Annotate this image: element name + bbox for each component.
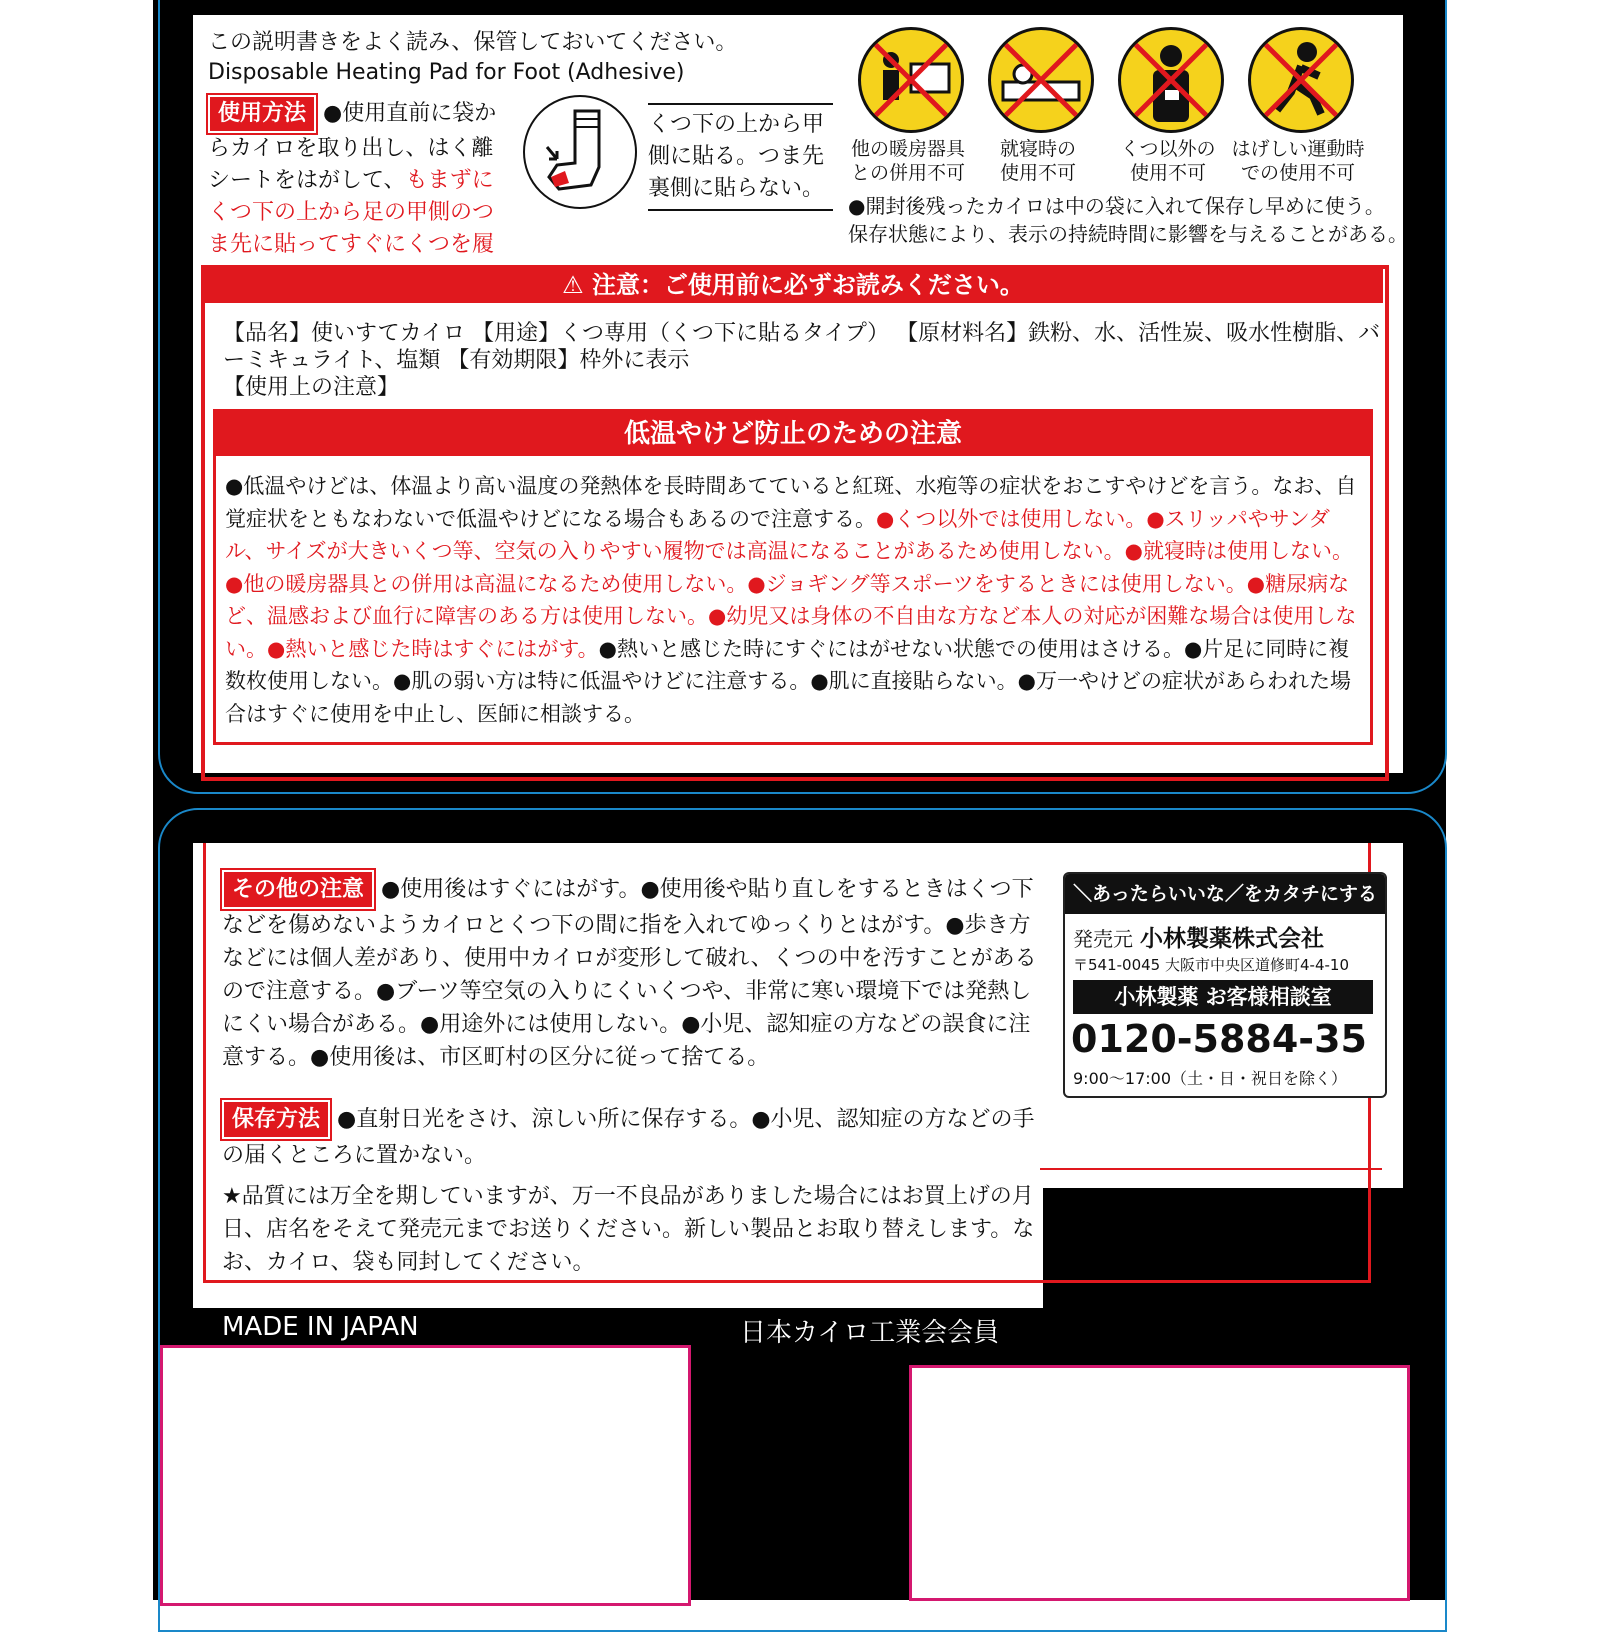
storage-note-1: ●開封後残ったカイロは中の袋に入れて保存し早めに使う。	[848, 194, 1385, 218]
seller-line: 発売元 小林製薬株式会社	[1073, 926, 1324, 952]
lowtemp-header: 低温やけど防止のための注意	[216, 412, 1370, 456]
icon-caption-heater: 他の暖房器具 との併用不可	[850, 138, 965, 184]
usage-block	[208, 95, 508, 293]
slogan: ＼あったらいいな／をカタチにする	[1065, 874, 1385, 914]
running-icon	[1248, 27, 1354, 133]
top-panel	[193, 15, 1408, 773]
icon-caption-running: はげしい運動時 での使用不可	[1231, 138, 1365, 184]
usage-label: 使用方法	[208, 95, 316, 133]
blank-box-left	[160, 1345, 691, 1606]
caution-header: ⚠ 注意：ご使用前に必ずお読みください。	[203, 267, 1383, 303]
contact-box	[1063, 872, 1387, 1098]
storage-method	[222, 1100, 1042, 1172]
lowtemp-text: ●低温やけどは、体温より高い温度の発熱体を長時間あてていると紅斑、水疱等の症状をおこすやけどを言う。なお、自覚症状をともなわないで低温やけどになる場合もあるので注意する。●くつ以外では使用しない。●スリッパやサンダル、サイズが大きいくつ等、空気の入りやすい履物では高温になることがあるため使用しない。●就寝時は使用しない。●他の暖房器具との併用は高温になるため使用しない。●ジョギング等スポーツをするときには使用しない。●糖尿病など、温感および血行に障害のある方は使用しない。●幼児又は身体の不自由な方など本人の対応が困難な場合は使用しない。●熱いと感じた時はすぐにはがす。●熱いと感じた時にすぐにはがせない状態での使用はさける。●片足に同時に複数枚使用しない。●肌の弱い方は特に低温やけどに注意する。●肌に直接貼らない。●万一やけどの症状があらわれた場合はすぐに使用を中止し、医師に相談する。	[225, 474, 1357, 726]
storage-text: ●直射日光をさけ、涼しい所に保存する。●小児、認知症の方などの手の届くところに置かない。	[222, 1107, 1035, 1168]
product-name-en: Disposable Heating Pad for Foot (Adhesive)	[208, 60, 685, 85]
heater-icon	[858, 27, 964, 133]
storage-label: 保存方法	[222, 1100, 330, 1139]
icon-caption-bed: 就寝時の 使用不可	[999, 138, 1076, 184]
sock-illustration	[523, 95, 637, 209]
storage-note-2: 保存状態により、表示の持続時間に影響を与えることがある。	[848, 222, 1408, 246]
read-notice: この説明書きをよく読み、保管しておいてください。	[208, 30, 738, 55]
other-caution	[222, 870, 1042, 1074]
usage-text: ●使用直前に袋からカイロを取り出し、はく離シートをはがして、	[208, 101, 497, 193]
other-caution-label: その他の注意	[222, 870, 374, 909]
quality-note: ★品質には万全を期していますが、万一不良品がありました場合にはお買上げの月日、店名をそえて発売元までお送りください。新しい製品とお取り替えします。なお、カイロ、袋も同封してください。	[222, 1184, 1035, 1275]
blank-box-right	[909, 1365, 1410, 1601]
usage-text-red: もまずにくつ下の上から足の甲側のつま先に貼ってすぐにくつを履	[208, 168, 495, 257]
address: 〒541-0045 大阪市中央区道修町4-4-10	[1073, 956, 1349, 974]
icon-caption-body: くつ以外の 使用不可	[1120, 138, 1216, 184]
phone-number: 0120-5884-35	[1071, 1017, 1367, 1061]
product-info: 【品名】使いすてカイロ 【用途】くつ専用（くつ下に貼るタイプ） 【原材料名】鉄粉、水、活性炭、吸水性樹脂、バ ーミキュライト、塩類 【有効期限】枠外に表示 【使用上の注意】	[223, 321, 1381, 400]
body-icon	[1118, 27, 1224, 133]
warning-icon: ⚠	[562, 271, 592, 299]
consult-desk: 小林製薬 お客様相談室	[1073, 980, 1373, 1014]
foot-caption: くつ下の上から甲側に貼る。つま先裏側に貼らない。	[648, 103, 833, 211]
phone-hours: 9:00〜17:00（土・日・祝日を除く）	[1073, 1069, 1348, 1088]
kairo-association-member: 日本カイロ工業会会員	[740, 1318, 1000, 1348]
bed-icon	[988, 27, 1094, 133]
cutout-frame	[1040, 1168, 1382, 1170]
other-caution-text: ●使用後はすぐにはがす。●使用後や貼り直しをするときはくつ下などを傷めないようカイロとくつ下の間に指を入れてゆっくりとはがす。●歩き方などには個人差があり、使用中カイロが変形して破れ、くつの中を汚すことがあるので注意する。●ブーツ等空気の入りにくいくつや、非常に寒い環境下では発熱しにくい場合がある。●用途外には使用しない。●小児、認知症の方などの誤食に注意する。●使用後は、市区町村の区分に従って捨てる。	[222, 877, 1037, 1070]
made-in-japan: MADE IN JAPAN	[222, 1312, 419, 1342]
